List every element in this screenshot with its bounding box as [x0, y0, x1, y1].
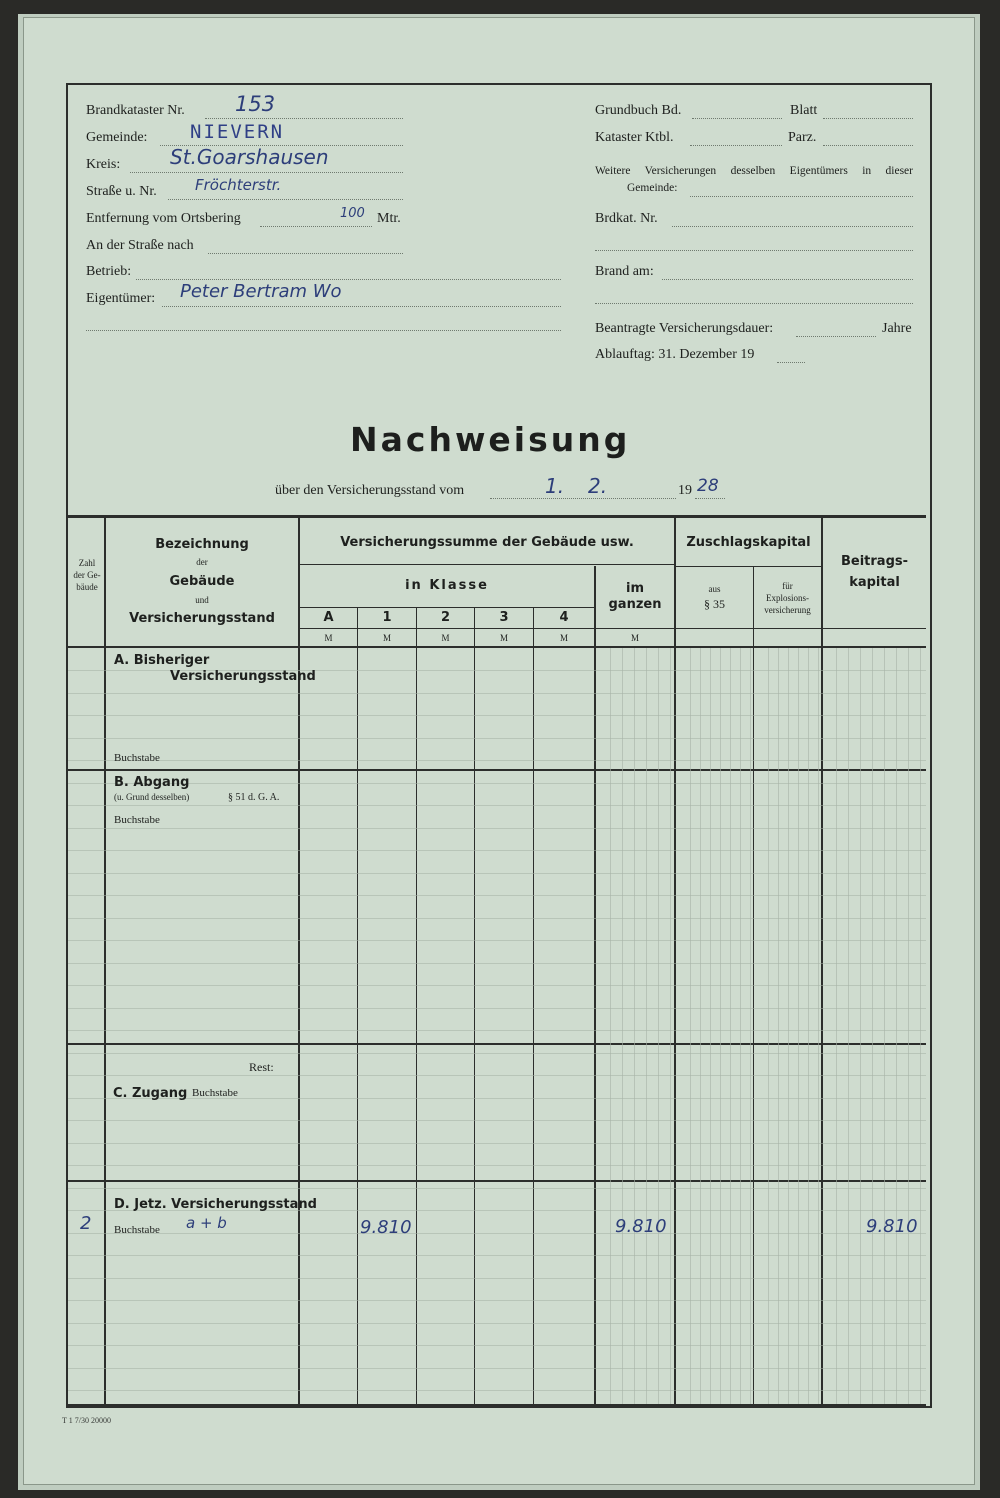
gebaeude-header: Gebäude	[169, 574, 235, 589]
header-rule	[300, 564, 674, 565]
subtitle-year-prefix: 19	[678, 483, 692, 498]
jahre-label: Jahre	[882, 321, 912, 336]
dotted-line	[695, 498, 725, 499]
class-col-rule	[533, 607, 534, 1406]
dotted-line	[796, 336, 876, 337]
kreis-label: Kreis:	[86, 157, 121, 172]
ruled-column-line	[690, 648, 691, 1404]
ruled-column-line	[798, 648, 799, 1404]
strasse-value: Fröchterstr.	[195, 176, 282, 194]
dotted-line	[777, 362, 805, 363]
im-header: im	[625, 581, 644, 596]
ruled-column-line	[750, 648, 751, 1404]
kreis-value: St.Goarshausen	[170, 145, 329, 169]
ruled-column-line	[778, 648, 779, 1404]
ruled-column-line	[768, 648, 769, 1404]
brandkataster-value: 153	[235, 92, 276, 116]
an-der-strasse-label: An der Straße nach	[86, 238, 194, 253]
section-c-buchstabe: Buchstabe	[192, 1087, 238, 1099]
eigentuemer-label: Eigentümer:	[86, 291, 156, 306]
aus-header: aus	[708, 584, 721, 594]
ruled-column-line	[710, 648, 711, 1404]
ruled-column-line	[848, 648, 849, 1404]
kapital-header: kapital	[849, 575, 900, 590]
ruled-column-line	[730, 648, 731, 1404]
dotted-line	[260, 226, 372, 227]
dotted-line	[130, 172, 403, 173]
ruled-column-line	[818, 648, 819, 1404]
dotted-line	[136, 279, 561, 280]
ruled-column-line	[836, 648, 837, 1404]
col-rule	[674, 516, 676, 1406]
blatt-label: Blatt	[790, 103, 818, 118]
header-rule	[676, 628, 926, 629]
zuschlag-header: Zuschlagskapital	[686, 535, 811, 550]
section-a-buchstabe: Buchstabe	[114, 752, 160, 764]
versicherung-header: versicherung	[764, 605, 811, 615]
dotted-line	[162, 306, 561, 307]
bezeichnung-header: Bezeichnung	[155, 537, 249, 552]
versicherungssumme-header: Versicherungssumme der Gebäude usw.	[340, 535, 634, 550]
brdkat-label: Brdkat. Nr.	[595, 211, 658, 226]
class-col-rule	[474, 607, 475, 1406]
dotted-line	[208, 253, 403, 254]
explosions-header: Explosions-	[765, 593, 809, 603]
ruled-column-line	[908, 648, 909, 1404]
dotted-line	[690, 145, 782, 146]
section-b-par: § 51 d. G. A.	[228, 792, 280, 803]
dotted-line	[662, 279, 913, 280]
und-header: und	[195, 595, 209, 605]
ruled-column-line	[884, 648, 885, 1404]
dotted-line	[205, 118, 403, 119]
class-col-rule	[416, 607, 417, 1406]
gemeinde-stamp: NIEVERN	[190, 121, 285, 143]
dotted-line	[168, 199, 403, 200]
ruled-column-line	[872, 648, 873, 1404]
ruled-column-line	[634, 648, 635, 1404]
table-top-rule	[68, 515, 926, 518]
beitrags-header: Beitrags-	[840, 554, 909, 569]
section-d-title: D. Jetz. Versicherungsstand	[114, 1197, 317, 1212]
rest-label: Rest:	[249, 1060, 274, 1074]
zahl-header: Zahl der Ge-bäude	[73, 558, 101, 592]
unit-label: M	[499, 633, 508, 643]
brandkataster-label: Brandkataster Nr.	[86, 103, 185, 118]
ruled-column-line	[920, 648, 921, 1404]
ganzen-header: ganzen	[608, 597, 662, 612]
dotted-line	[86, 330, 561, 331]
ruled-column-line	[788, 648, 789, 1404]
table-bottom-rule	[68, 1404, 926, 1406]
unit-label: M	[324, 633, 333, 643]
par35-header: § 35	[704, 597, 725, 611]
dotted-line	[672, 226, 913, 227]
col-rule	[104, 516, 106, 1406]
ruled-column-line	[860, 648, 861, 1404]
versicherungsstand-header: Versicherungsstand	[129, 611, 275, 626]
ruled-column-line	[670, 648, 671, 1404]
dotted-line	[595, 250, 913, 251]
dotted-line	[692, 118, 782, 119]
section-d-beitrag-value: 9.810	[866, 1216, 918, 1237]
der-header: der	[196, 557, 208, 567]
section-a-title: A. Bisheriger	[114, 653, 210, 668]
header-rule	[676, 566, 821, 567]
betrieb-label: Betrieb:	[86, 264, 132, 279]
subtitle-day: 1.	[545, 474, 565, 498]
class-1-header: 1	[382, 610, 392, 625]
col-rule	[821, 516, 823, 1406]
ablauftag-label: Ablauftag: 31. Dezember 19	[595, 347, 755, 362]
entfernung-label: Entfernung vom Ortsbering	[86, 211, 241, 226]
dotted-line	[595, 303, 913, 304]
section-d-ganzen-value: 9.810	[615, 1216, 667, 1237]
strasse-label: Straße u. Nr.	[86, 184, 157, 199]
section-c-title: C. Zugang	[113, 1086, 188, 1101]
dauer-label: Beantragte Versicherungsdauer:	[595, 321, 774, 336]
subtitle-month: 2.	[588, 474, 608, 498]
grundbuch-label: Grundbuch Bd.	[595, 103, 682, 118]
kataster-label: Kataster Ktbl.	[595, 130, 674, 145]
parz-label: Parz.	[788, 130, 817, 145]
entfernung-value: 100	[340, 206, 365, 221]
dotted-line	[823, 118, 913, 119]
header-rule	[300, 607, 594, 608]
unit-label: M	[382, 633, 391, 643]
subtitle-label: über den Versicherungsstand vom	[275, 483, 465, 498]
section-d-buchstabe: Buchstabe	[114, 1224, 160, 1236]
col-rule	[594, 566, 596, 1406]
in-klasse-header: in Klasse	[405, 578, 489, 593]
class-col-rule	[357, 607, 358, 1406]
unit-label: M	[441, 633, 450, 643]
ruled-column-line	[646, 648, 647, 1404]
section-d-klasse1-value: 9.810	[360, 1217, 412, 1238]
section-b-buchstabe: Buchstabe	[114, 814, 160, 826]
dotted-line	[490, 498, 676, 499]
section-a-title2: Versicherungsstand	[170, 669, 316, 684]
class-3-header: 3	[499, 610, 509, 625]
class-2-header: 2	[440, 610, 451, 625]
weitere-line1: Weitere Versicherungen desselben Eigentümers in dieser	[595, 165, 913, 177]
unit-label: M	[559, 633, 568, 643]
section-b-title: B. Abgang	[114, 775, 190, 790]
page-title: Nachweisung	[350, 420, 631, 459]
section-d-zahl: 2	[80, 1213, 92, 1234]
gemeinde-label: Gemeinde:	[86, 130, 148, 145]
class-4-header: 4	[559, 610, 569, 625]
dotted-line	[690, 196, 913, 197]
ruled-column-line	[896, 648, 897, 1404]
subtitle-year-suffix: 28	[697, 476, 719, 496]
ruled-column-line	[808, 648, 809, 1404]
form-footer-code: T 1 7/30 20000	[62, 1416, 111, 1425]
entfernung-unit: Mtr.	[377, 211, 401, 226]
dotted-line	[823, 145, 913, 146]
ruled-column-line	[740, 648, 741, 1404]
col-rule	[298, 516, 300, 1406]
ruled-column-line	[622, 648, 623, 1404]
ruled-column-line	[720, 648, 721, 1404]
fuer-header: für	[782, 581, 793, 591]
eigentuemer-value: Peter Bertram Wo	[180, 281, 342, 302]
weitere-line2: Gemeinde:	[627, 182, 678, 194]
ruled-column-line	[610, 648, 611, 1404]
section-b-note: (u. Grund desselben)	[114, 792, 190, 802]
unit-label: M	[630, 633, 639, 643]
col-rule	[753, 566, 754, 1406]
class-a-header: A	[323, 610, 334, 625]
ruled-column-line	[700, 648, 701, 1404]
section-d-buchstabe-value: a + b	[186, 1214, 227, 1232]
ruled-column-line	[658, 648, 659, 1404]
brand-label: Brand am:	[595, 264, 654, 279]
